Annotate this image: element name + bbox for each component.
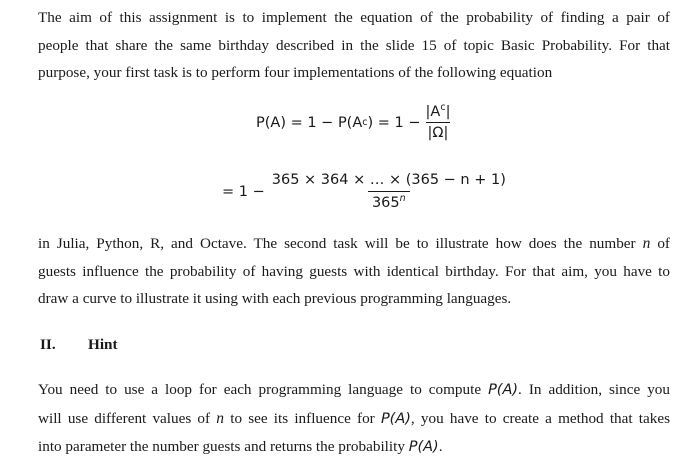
hint-line-1-text: You need to use a loop for each programming language to compute: [38, 381, 489, 398]
pa-expression: P(A): [380, 410, 411, 427]
hint-line-2-end: , you have to create a method that takes: [410, 409, 671, 427]
equation-lhs: P(A) = 1 − P(A: [256, 114, 363, 131]
var-n: n: [216, 409, 225, 427]
denominator-base: 365: [371, 195, 400, 211]
hint-line-2: [38, 405, 670, 434]
cardinality-fraction: [424, 104, 453, 141]
numerator-superscript: c: [440, 102, 446, 113]
hint-line-1-end: . In addition, since you: [518, 381, 670, 398]
numerator-text: |A: [425, 104, 441, 120]
denominator-exponent: n: [399, 193, 406, 204]
fraction-denominator: |Ω|: [426, 122, 451, 141]
expanded-equation: [222, 172, 513, 211]
task-line-3: draw a curve to illustrate it using with each previous programming languages.: [38, 290, 512, 308]
equation-mid: ) = 1 −: [367, 114, 421, 131]
fraction-numerator: [424, 104, 453, 122]
task-line-1-end: of: [650, 235, 670, 252]
pa-expression: P(A): [488, 382, 519, 398]
task-paragraph: [38, 230, 670, 313]
intro-paragraph: [38, 4, 670, 87]
probability-equation: P(A) = 1 − P(A c ) = 1 − $\frac{|A^c|}{|\Omega|}$: [256, 102, 451, 141]
hint-line-3-end: .: [438, 438, 443, 456]
product-denominator: [368, 191, 410, 211]
intro-line-2: people that share the same birthday described in the slide 15 of topic Basic Probability. For that: [38, 36, 670, 54]
section-title: Hint: [88, 336, 118, 353]
intro-line-1: The aim of this assignment is to implement the equation of the probability of finding a pair of: [38, 9, 670, 26]
hint-line-1: [38, 376, 670, 405]
task-line-2: guests influence the probability of having guests with identical birthday. For that aim, you have to: [38, 262, 670, 280]
task-line-1-text: in Julia, Python, R, and Octave. The second task will be to illustrate how does the number: [38, 235, 643, 252]
section-heading: [40, 336, 118, 354]
hint-line-3-text: into parameter the number guests and returns the probability: [38, 438, 409, 456]
numerator-end: |: [445, 104, 451, 120]
expanded-prefix: = 1 −: [222, 183, 265, 200]
hint-line-2-mid: to see its influence for: [224, 409, 381, 427]
hint-line-2-text: will use different values of: [38, 409, 217, 427]
pa-expression: P(A): [408, 439, 439, 456]
product-fraction: [268, 172, 510, 211]
var-n: n: [642, 235, 651, 252]
task-line-1: [38, 230, 670, 258]
hint-line-3: [38, 433, 670, 462]
intro-line-3: purpose, your first task is to perform four implementations of the following equation: [38, 64, 553, 82]
section-number: II.: [40, 336, 56, 353]
hint-paragraph: [38, 376, 670, 462]
product-numerator: 365 × 364 × … × (365 − n + 1): [271, 172, 506, 188]
